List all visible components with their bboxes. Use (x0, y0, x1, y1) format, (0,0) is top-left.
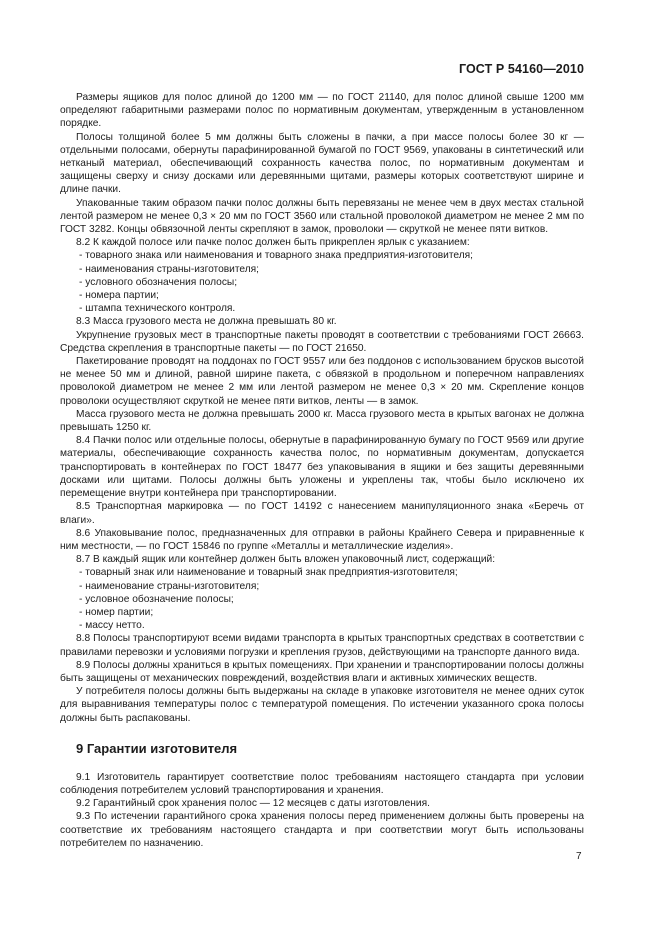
clause-9-1: 9.1 Изготовитель гарантирует соответствие полос требованиям настоящего стандарта при условии соблюдения потребителем условий транспортирования и хранения. (60, 771, 584, 796)
list-item: - условного обозначения полосы; (79, 276, 238, 288)
clause-8-3: 8.3 Масса грузового места не должна превышать 80 кг. (76, 316, 337, 328)
list-item: - массу нетто. (79, 620, 145, 632)
clause-8-9: 8.9 Полосы должны храниться в крытых помещениях. При хранении и транспортировании полосы должны быть защищены от механических повреждений, воздействия влаги и активных химических веществ. (60, 659, 584, 684)
document-header: ГОСТ Р 54160—2010 (458, 62, 584, 76)
clause-8-2: 8.2 К каждой полосе или пачке полос должен быть прикреплен ярлык с указанием: (76, 237, 470, 249)
clause-8-7: 8.7 В каждый ящик или контейнер должен быть вложен упаковочный лист, содержащий: (76, 554, 496, 566)
document-body (60, 91, 584, 850)
list-item: - товарного знака или наименования и товарного знака предприятия-изготовителя; (79, 250, 474, 262)
paragraph: Размеры ящиков для полос длиной до 1200 мм — по ГОСТ 21140, для полос длиной свыше 1200 мм определяют габаритными размерами полос по нормативным документам, утвержденным в установленном порядке. (60, 92, 584, 130)
list-item: - номера партии; (79, 290, 159, 302)
paragraph: Пакетирование проводят на поддонах по ГОСТ 9557 или без поддонов с использованием брусков высотой не менее 50 мм и длиной, равной ширине пакета, с обвязкой в продольном и поперечном направлениях проволокой диаметром не менее 2 мм или лентой размером не менее 0,3 × 20 мм. Скрепление концов проволоки осуществляют скруткой не менее пяти витков, ленты — в замок. (60, 356, 584, 407)
list-item: - номер партии; (79, 606, 154, 618)
list-item: - наименования страны-изготовителя; (79, 263, 260, 275)
clause-8-6: 8.6 Упаковывание полос, предназначенных для отправки в районы Крайнего Севера и приравненные к ним местности, — по ГОСТ 15846 по группе «Металлы и металлические изделия». (60, 527, 584, 552)
list-item: - наименование страны-изготовителя; (79, 580, 260, 592)
list-item: - штампа технического контроля. (79, 303, 236, 315)
page-number: 7 (576, 851, 582, 862)
paragraph: Укрупнение грузовых мест в транспортные пакеты проводят в соответствии с требованиями ГОСТ 26663. Средства скрепления в транспортные пакеты — по ГОСТ 21650. (60, 329, 584, 354)
paragraph: Полосы толщиной более 5 мм должны быть сложены в пачки, а при массе полосы более 30 кг — отдельными полосами, обернуты парафинированной бумагой по ГОСТ 9569, упакованы в синтетический или нетканый материал, обеспечивающий сохранность качества полос, по нормативным документам и защищены сверху и снизу досками или деревянными щитами, размеры которых соответствуют ширине и длине пачки. (60, 131, 584, 196)
clause-9-3: 9.3 По истечении гарантийного срока хранения полосы перед применением должны быть проверены на соответствие их требованиям настоящего стандарта и при соответствии могут быть использованы потребителем по назначению. (60, 811, 584, 849)
clause-8-8: 8.8 Полосы транспортируют всеми видами транспорта в крытых транспортных средствах в соответствии с правилами перевозки и условиями погрузки и крепления грузов, действующими на транспорте данного вида. (60, 633, 584, 658)
clause-9-2: 9.2 Гарантийный срок хранения полос — 12 месяцев с даты изготовления. (76, 798, 430, 810)
clause-8-4: 8.4 Пачки полос или отдельные полосы, обернутые в парафинированную бумагу по ГОСТ 9569 или другие материалы, обеспечивающие сохранность качества полос, по нормативным документам, допускается транспортировать в контейнерах по ГОСТ 18477 без упаковывания в ящики и без защиты деревянными досками или щитами. Полосы должны быть уложены и укреплены так, чтобы было исключено их перемещение внутри контейнера при транспортировании. (60, 435, 584, 500)
paragraph: Упакованные таким образом пачки полос должны быть перевязаны не менее чем в двух местах стальной лентой размером не менее 0,3 × 20 мм по ГОСТ 3560 или стальной проволокой диаметром не менее 2 мм по ГОСТ 3282. Концы обвязочной ленты скрепляют в замок, проволоки — скруткой не менее пяти витков. (60, 197, 584, 236)
section-title: 9 Гарантии изготовителя (76, 740, 238, 756)
list-item: - условное обозначение полосы; (79, 593, 234, 605)
paragraph: У потребителя полосы должны быть выдержаны на складе в упаковке изготовителя не менее одних суток для выравнивания температуры полос с температурой помещения. По истечении указанного срока полосы должны быть распакованы. (60, 686, 584, 724)
paragraph: Масса грузового места не должна превышать 2000 кг. Масса грузового места в крытых вагонах не должна превышать 1250 кг. (60, 408, 584, 434)
clause-8-5: 8.5 Транспортная маркировка — по ГОСТ 14192 с нанесением манипуляционного знака «Беречь от влаги». (60, 501, 584, 526)
list-item: - товарный знак или наименование и товарный знак предприятия-изготовителя; (79, 567, 458, 579)
